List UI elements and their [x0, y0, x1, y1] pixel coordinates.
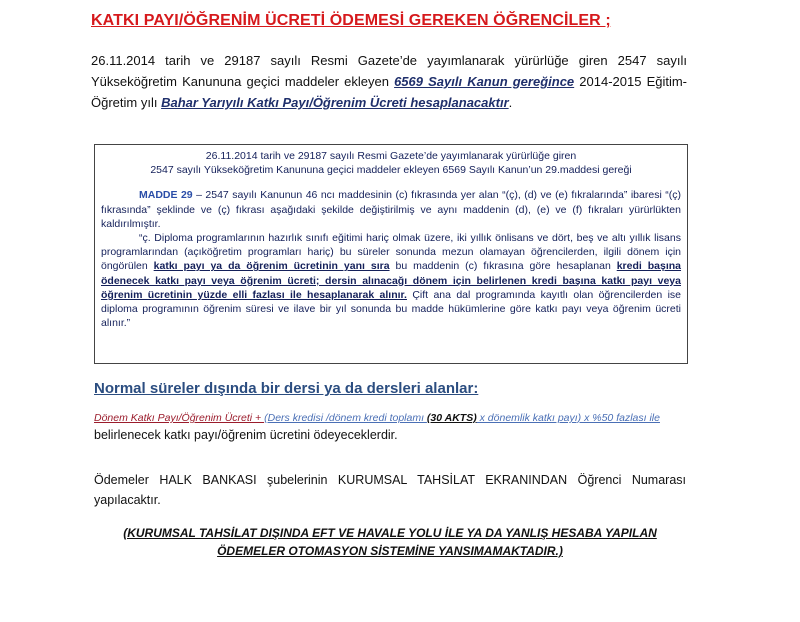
quote-paragraph — [101, 231, 681, 330]
semester-fee-note: Bahar Yarıyılı Katkı Payı/Öğrenim Ücreti hesaplanacaktır — [161, 95, 509, 110]
madde-label: MADDE 29 — [139, 189, 193, 202]
madde-paragraph — [101, 188, 681, 231]
fee-formula — [94, 412, 694, 424]
quote-text-e: Çift ana dal programında kayıtlı olan öğrencilerden ise diploma programının öğrenim süresi ve ilave bir yıl sonunda bu madde hükümlerine göre katkı payı veya öğrenim ücreti alınır.” — [101, 288, 681, 330]
formula-part-3: (30 AKTS) — [426, 412, 477, 424]
intro-paragraph — [91, 50, 687, 113]
payment-instructions: Ödemeler HALK BANKASI şubelerinin KURUMSAL TAHSİLAT EKRANINDAN Öğrenci Numarası yapılacaktır. — [94, 473, 686, 507]
spacer — [101, 177, 681, 188]
quote-text-c: bu maddenin (c) fıkrasına göre hesaplanan — [389, 260, 617, 273]
intro-text-2: 2014-2015 Eğitim-Öğretim yılı — [91, 74, 688, 110]
page-title: KATKI PAYI/ÖĞRENİM ÜCRETİ ÖDEMESİ GEREKEN ÖĞRENCİLER ; — [91, 12, 611, 29]
quote-emphasis-1: katkı payı ya da öğrenim ücretinin yanı sıra — [153, 260, 390, 273]
intro-text-3: . — [508, 95, 513, 110]
quote-text-a: “ç. Diploma programlarının hazırlık sınıfı eğitimi hariç olmak üzere, iki yıllık önlisans ve dört, beş ve altı yıllık lisans programlarından (açıköğretim programları hariç) bu süreler sonunda mezun olamayan öğrencilerden, ilgili dönem için öngörülen — [101, 232, 681, 273]
formula-continuation: belirlenecek katkı payı/öğrenim ücretini ödeyeceklerdir. — [94, 428, 398, 442]
box-header-line-2: 2547 sayılı Yükseköğretim Kanununa geçici maddeler ekleyen 6569 Sayılı Kanun’un 29.maddesi gereği — [150, 164, 632, 177]
formula-part-1: Dönem Katkı Payı/Öğrenim Ücreti + — [94, 412, 265, 424]
madde-text: – 2547 sayılı Kanunun 46 ncı maddesinin (c) fıkrasında yer alan “(ç), (d) ve (e) fıkralarında” ibaresi “(ç) fıkrasında” şeklinde ve (ç) fıkrası aşağıdaki şekilde değiştirilmiş ve aynı maddenin (d), (e) ve (f) fıkraları yürürlükten kaldırılmıştır. — [101, 189, 681, 230]
formula-part-4: x dönemlik katkı payı) x %50 fazlası ile — [476, 412, 660, 424]
section-heading: Normal süreler dışında bir dersi ya da dersleri alanlar: — [94, 380, 479, 397]
box-header-line-1: 26.11.2014 tarih ve 29187 sayılı Resmi Gazete’de yayımlanarak yürürlüğe giren — [205, 150, 577, 162]
law-reference: 6569 Sayılı Kanun gereğince — [394, 74, 575, 89]
payment-warning: (KURUMSAL TAHSİLAT DIŞINDA EFT VE HAVALE YOLU İLE YA DA YANLIŞ HESABA YAPILAN ÖDEMELER OTOMASYON SİSTEMİNE YANSIMAMAKTADIR.) — [123, 526, 657, 558]
intro-text-1: 26.11.2014 tarih ve 29187 sayılı Resmi Gazete’de yayımlanarak yürürlüğe giren 2547 sayılı Yükseköğretim Kanununa geçici maddeler ekleyen — [91, 53, 687, 89]
formula-part-2: (Ders kredisi /dönem kredi toplamı — [264, 412, 427, 424]
quote-emphasis-2: kredi başına ödenecek katkı payı veya öğrenim ücreti; dersin alınacağı dönem için belirlenen kredi başına katkı payı veya öğrenim ücretinin yüzde elli fazlası ile hesaplanarak alınır. — [101, 260, 682, 301]
law-excerpt-box — [94, 144, 688, 364]
